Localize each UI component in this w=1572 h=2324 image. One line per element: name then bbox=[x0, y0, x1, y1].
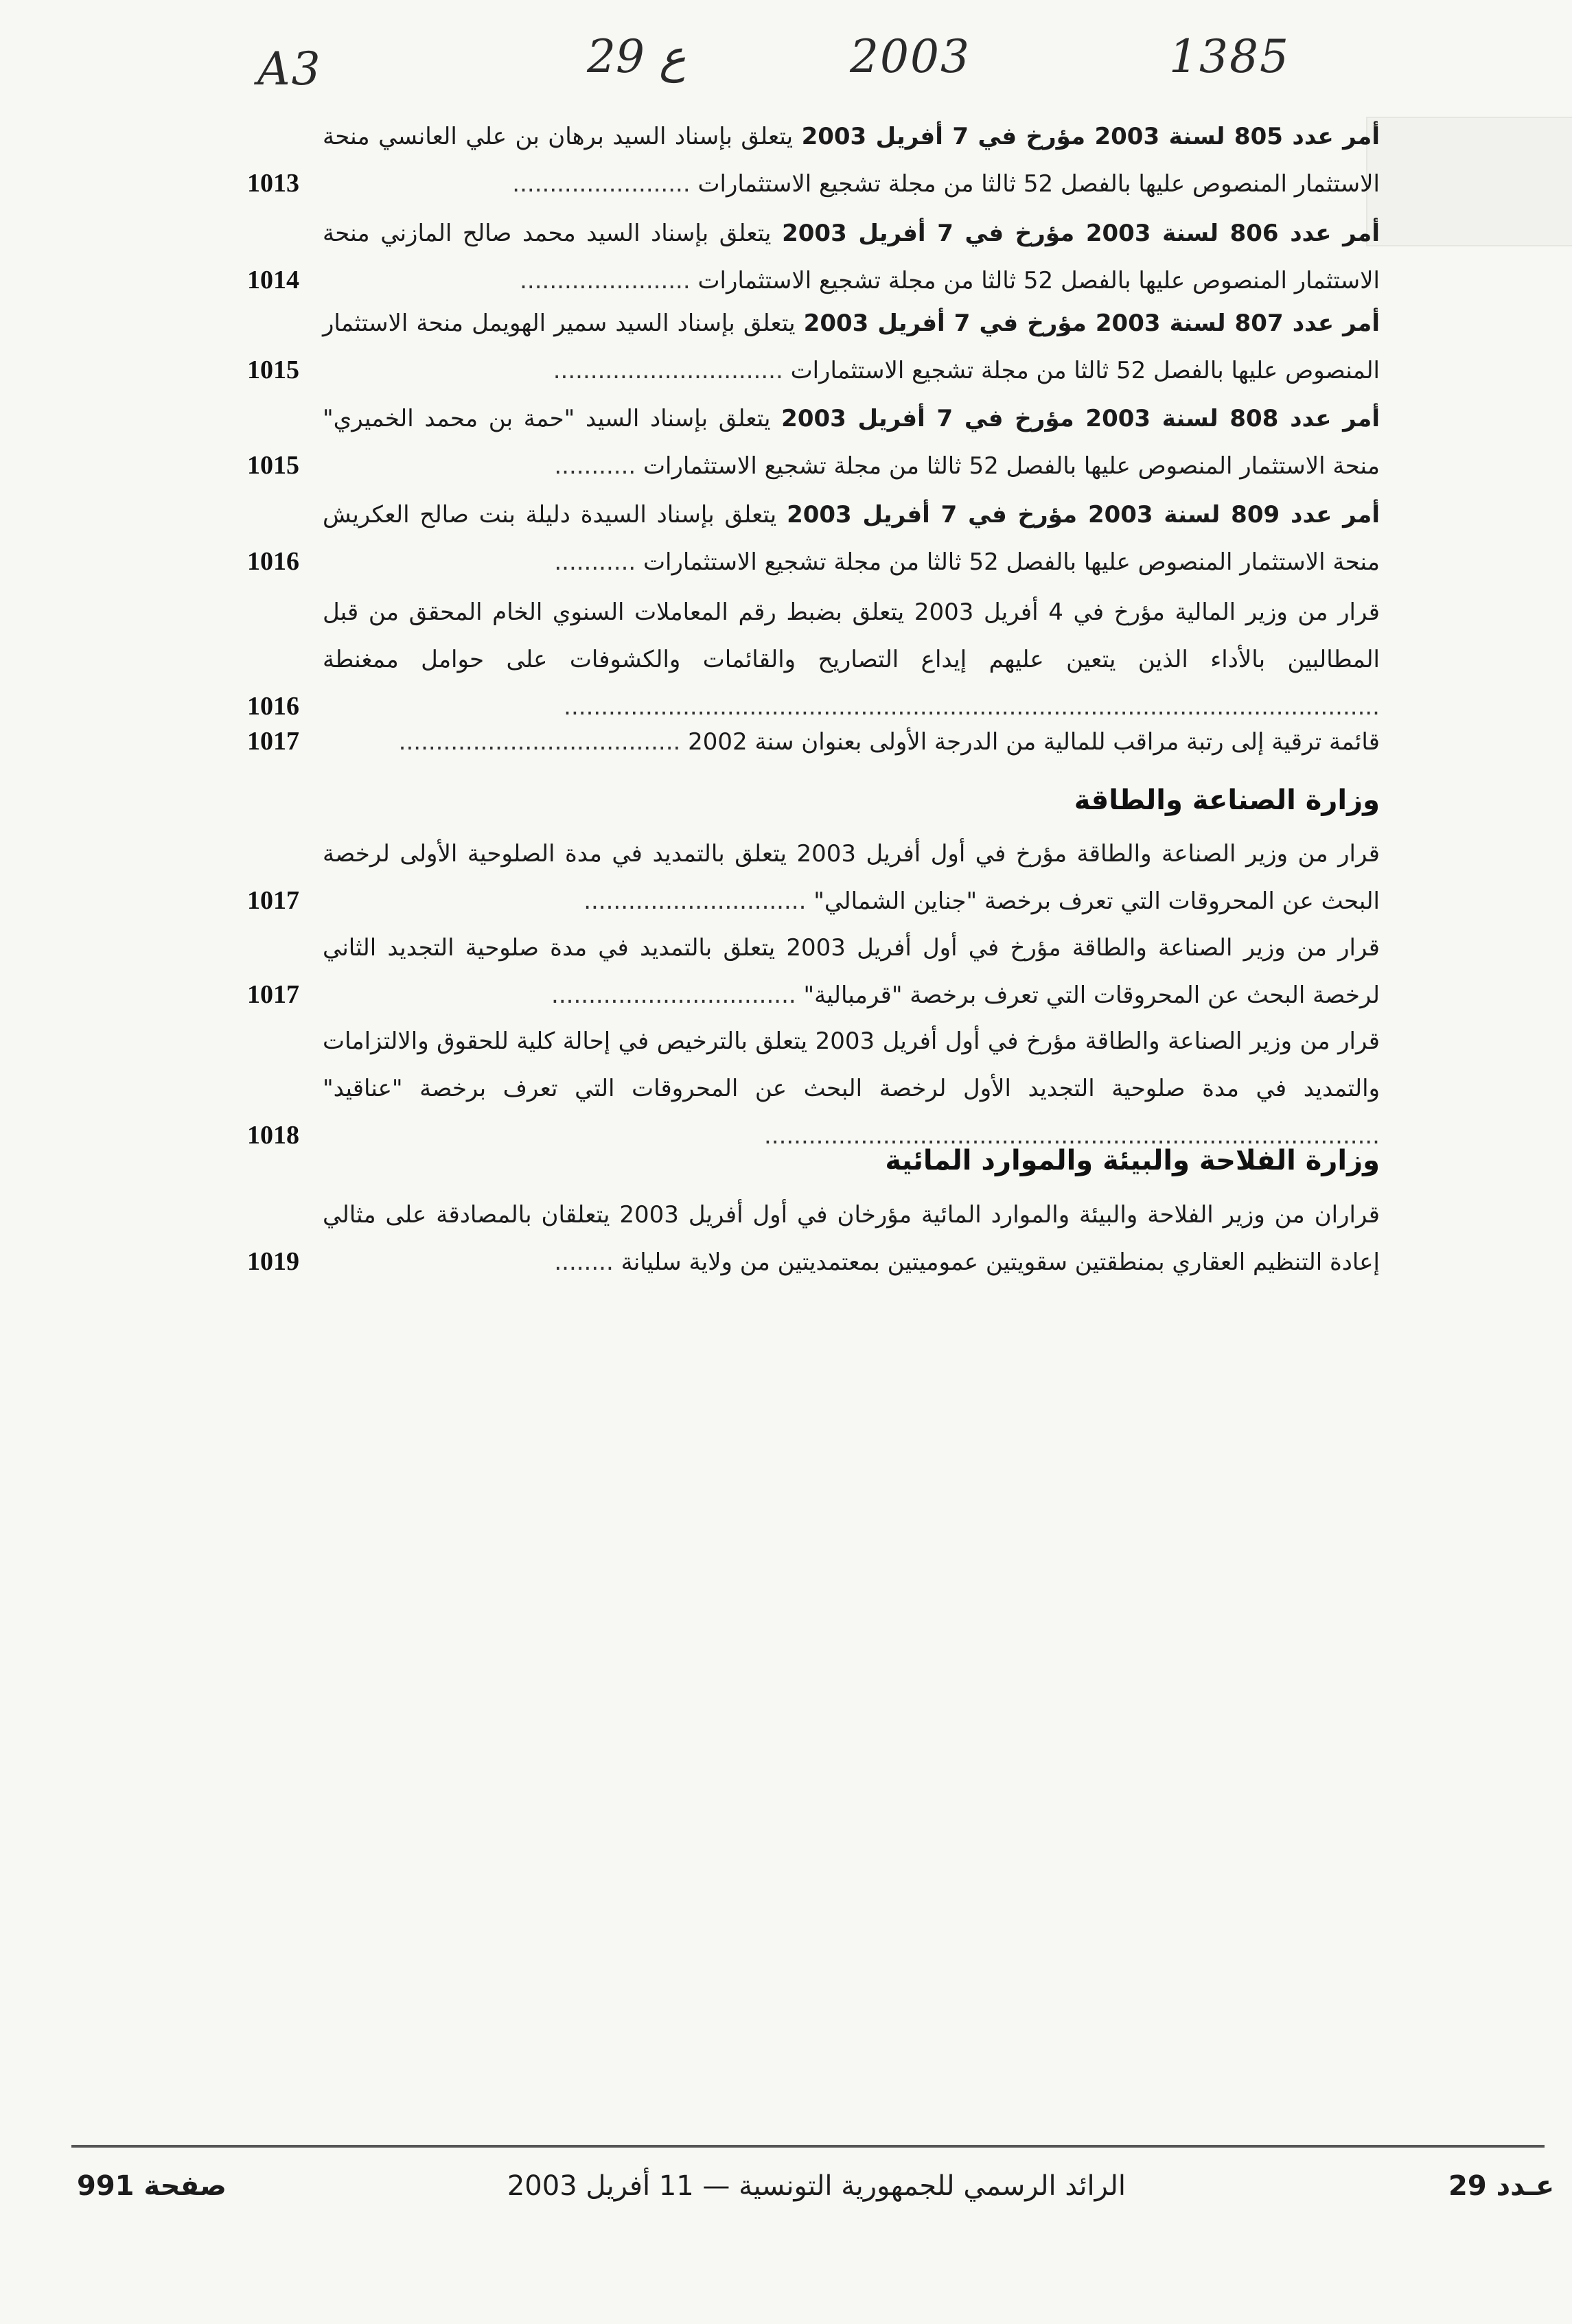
entry-text bbox=[323, 830, 1380, 925]
entry-text bbox=[323, 1192, 1380, 1286]
toc-entry-finance-decision bbox=[247, 589, 1380, 731]
entry-dots: .............................. bbox=[583, 887, 807, 915]
toc-entry-808 bbox=[247, 395, 1380, 490]
entry-body: يتعلق بإسناد السيدة دليلة بنت صالح العكريش منحة الاستثمار المنصوص عليها بالفصل 52 ثالثا من مجلة تشجيع الاستثمارات bbox=[323, 501, 1380, 576]
entry-text bbox=[323, 719, 1380, 766]
bleed-through-box bbox=[1366, 117, 1572, 246]
entry-lead: أمر عدد 807 لسنة 2003 مؤرخ في 7 أفريل 2003 bbox=[803, 310, 1380, 337]
entry-dots: ........... bbox=[554, 548, 636, 576]
entry-page-number: 1016 bbox=[247, 547, 299, 576]
entry-body: قرار من وزير الصناعة والطاقة مؤرخ في أول أفريل 2003 يتعلق بالتمديد في مدة الصلوحية الأولى لرخصة البحث عن المحروقات التي تعرف برخصة "جناين الشمالي" bbox=[323, 840, 1380, 915]
entry-body: يتعلق بإسناد السيد "حمة بن محمد الخميري" منحة الاستثمار المنصوص عليها بالفصل 52 ثالثا من مجلة تشجيع الاستثمارات bbox=[323, 405, 1380, 480]
entry-body: قرار من وزير المالية مؤرخ في 4 أفريل 2003 يتعلق بضبط رقم المعاملات السنوي الخام المحقق من قبل المطالبين بالأداء الذين يتعين عليهم إيداع التصاريح والقائمات والكشوفات على حوامل ممغنطة bbox=[323, 599, 1380, 673]
handwritten-reference: 1385 bbox=[1169, 30, 1290, 83]
entry-body: قراران من وزير الفلاحة والبيئة والموارد المائية مؤرخان في أول أفريل 2003 يتعلقان بالمصادقة على مثالي إعادة التنظيم العقاري بمنطقتين سقويتين عموميتين بمعتمديتين من ولاية سليانة bbox=[323, 1201, 1380, 1276]
section-heading-agriculture: وزارة الفلاحة والبيئة والموارد المائية bbox=[885, 1145, 1380, 1176]
section-heading-industry: وزارة الصناعة والطاقة bbox=[1074, 785, 1380, 816]
entry-body: قائمة ترقية إلى رتبة مراقب للمالية من الدرجة الأولى بعنوان سنة 2002 bbox=[688, 728, 1380, 756]
entry-dots: ................................. bbox=[551, 981, 796, 1009]
toc-entry-807 bbox=[247, 300, 1380, 395]
entry-dots: ........... bbox=[554, 452, 636, 480]
entry-lead: أمر عدد 805 لسنة 2003 مؤرخ في 7 أفريل 2003 bbox=[801, 123, 1380, 150]
toc-entry-809 bbox=[247, 491, 1380, 586]
entry-page-number: 1016 bbox=[247, 692, 299, 721]
footer-rule bbox=[71, 2145, 1545, 2148]
entry-page-number: 1015 bbox=[247, 356, 299, 384]
toc-entry-agriculture-1 bbox=[247, 1192, 1380, 1286]
entry-text bbox=[323, 210, 1380, 305]
entry-lead: أمر عدد 809 لسنة 2003 مؤرخ في 7 أفريل 2003 bbox=[787, 501, 1380, 528]
toc-entry-805 bbox=[247, 113, 1380, 208]
entry-text bbox=[323, 395, 1380, 490]
entry-lead: أمر عدد 806 لسنة 2003 مؤرخ في 7 أفريل 2003 bbox=[782, 220, 1380, 247]
entry-dots: ...................................... bbox=[398, 728, 681, 756]
entry-page-number: 1018 bbox=[247, 1121, 299, 1150]
entry-body: قرار من وزير الصناعة والطاقة مؤرخ في أول أفريل 2003 يتعلق بالتمديد في مدة صلوحية التجديد الثاني لرخصة البحث عن المحروقات التي تعرف برخصة "قرمبالية" bbox=[323, 934, 1380, 1009]
entry-dots: ............................... bbox=[553, 357, 783, 384]
toc-entry-promotion-list bbox=[247, 719, 1380, 766]
entry-page-number: 1019 bbox=[247, 1247, 299, 1276]
entry-text bbox=[323, 300, 1380, 395]
entry-body: يتعلق بإسناد السيد محمد صالح المازني منحة الاستثمار المنصوص عليها بالفصل 52 ثالثا من مجلة تشجيع الاستثمارات bbox=[323, 220, 1380, 294]
entry-lead: أمر عدد 808 لسنة 2003 مؤرخ في 7 أفريل 2003 bbox=[781, 405, 1380, 432]
entry-page-number: 1017 bbox=[247, 886, 299, 915]
toc-entry-industry-3 bbox=[247, 1018, 1380, 1160]
handwritten-issue: 29 ع bbox=[587, 30, 686, 83]
footer-issue-label: عـدد 29 bbox=[1448, 2170, 1555, 2202]
entry-body: يتعلق بإسناد السيد برهان بن علي العانسي منحة الاستثمار المنصوص عليها بالفصل 52 ثالثا من مجلة تشجيع الاستثمارات bbox=[323, 123, 1380, 198]
entry-page-number: 1015 bbox=[247, 451, 299, 480]
entry-text bbox=[323, 925, 1380, 1019]
entry-body: قرار من وزير الصناعة والطاقة مؤرخ في أول أفريل 2003 يتعلق بالترخيص في إحالة كلية للحقوق والالتزامات والتمديد في مدة صلوحية التجديد الأول لرخصة البحث عن المحروقات التي تعرف برخصة "عناقيد" bbox=[323, 1027, 1380, 1102]
toc-entry-industry-1 bbox=[247, 830, 1380, 925]
entry-dots: ....................... bbox=[520, 267, 691, 294]
entry-text bbox=[323, 113, 1380, 208]
entry-dots: .............................................................................................................. bbox=[564, 693, 1380, 721]
handwritten-a3: A3 bbox=[257, 43, 322, 95]
entry-dots: ........................ bbox=[512, 170, 691, 198]
entry-page-number: 1014 bbox=[247, 266, 299, 294]
entry-text bbox=[323, 589, 1380, 731]
toc-entry-806 bbox=[247, 210, 1380, 305]
entry-dots: ........ bbox=[554, 1248, 614, 1276]
handwritten-year: 2003 bbox=[850, 30, 971, 83]
entry-page-number: 1013 bbox=[247, 169, 299, 198]
footer-publication-title: الرائد الرسمي للجمهورية التونسية — 11 أفريل 2003 bbox=[507, 2170, 1126, 2202]
entry-dots: ................................................................................... bbox=[763, 1122, 1380, 1150]
entry-page-number: 1017 bbox=[247, 980, 299, 1009]
footer-page-label: صفحة 991 bbox=[77, 2170, 227, 2202]
entry-body: يتعلق بإسناد السيد سمير الهويمل منحة الاستثمار المنصوص عليها بالفصل 52 ثالثا من مجلة تشجيع الاستثمارات bbox=[323, 310, 1380, 384]
toc-entry-industry-2 bbox=[247, 925, 1380, 1019]
entry-text bbox=[323, 1018, 1380, 1160]
entry-page-number: 1017 bbox=[247, 727, 299, 756]
entry-text bbox=[323, 491, 1380, 586]
